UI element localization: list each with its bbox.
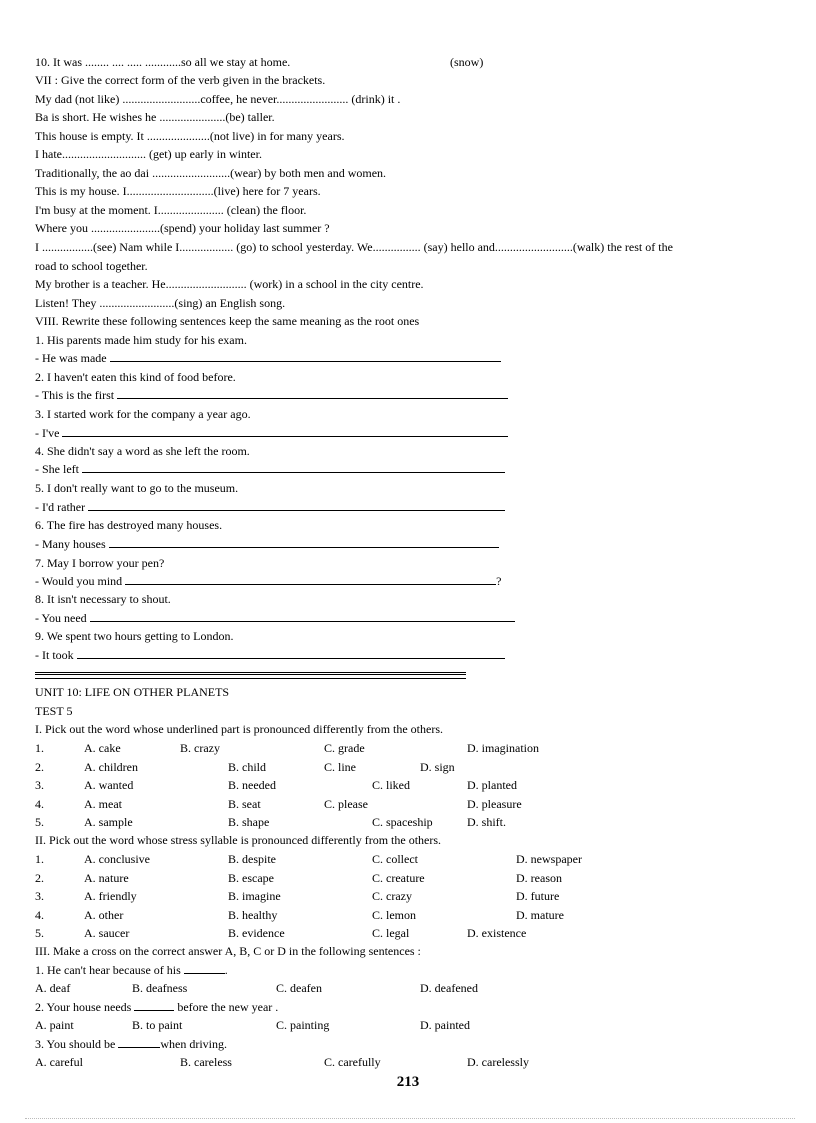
answer-blank[interactable] [62, 426, 508, 437]
rewrite-answer-line: - He was made [35, 351, 501, 365]
rewrite-answer-line: - She left [35, 462, 505, 476]
option-b[interactable]: B. deafness [132, 981, 188, 995]
answer-blank[interactable] [82, 462, 505, 473]
option-c[interactable]: C. painting [276, 1018, 330, 1032]
option-b[interactable]: B. to paint [132, 1018, 183, 1032]
vii-line: I .................(see) Nam while I.................. (go) to school yesterday. We................ (say) hello and..........................(walk) the rest of the [35, 240, 673, 254]
option-c[interactable]: C. crazy [372, 889, 412, 903]
vii-line: This is my house. I.............................(live) here for 7 years. [35, 184, 321, 198]
answer-blank[interactable] [88, 500, 505, 511]
answer-blank[interactable] [125, 574, 496, 585]
exercise-10-hint: (snow) [450, 55, 484, 69]
option-c[interactable]: C. spaceship [372, 815, 433, 829]
option-d[interactable]: D. shift. [467, 815, 506, 829]
option-a[interactable]: A. wanted [84, 778, 134, 792]
option-c[interactable]: C. legal [372, 926, 410, 940]
option-c[interactable]: C. deafen [276, 981, 322, 995]
rewrite-answer-line: - Would you mind ? [35, 574, 502, 588]
vii-line: Listen! They .........................(sing) an English song. [35, 296, 286, 310]
part-2-heading: II. Pick out the word whose stress syllable is pronounced differently from the others. [35, 833, 442, 847]
rewrite-question: 2. I haven't eaten this kind of food before. [35, 370, 236, 384]
rewrite-question: 5. I don't really want to go to the museum. [35, 481, 239, 495]
option-a[interactable]: A. deaf [35, 981, 71, 995]
rewrite-question: 1. His parents made him study for his exam. [35, 333, 247, 347]
vii-line: Where you .......................(spend) your holiday last summer ? [35, 221, 330, 235]
option-c[interactable]: C. creature [372, 871, 425, 885]
option-c[interactable]: C. please [324, 797, 368, 811]
option-b[interactable]: B. needed [228, 778, 276, 792]
mc-question: 1. He can't hear because of his . [35, 963, 228, 977]
question-number: 3. [35, 778, 44, 792]
option-b[interactable]: B. healthy [228, 908, 278, 922]
option-d[interactable]: D. sign [420, 760, 455, 774]
option-a[interactable]: A. paint [35, 1018, 74, 1032]
rewrite-question: 4. She didn't say a word as she left the room. [35, 444, 250, 458]
rewrite-question: 7. May I borrow your pen? [35, 556, 165, 570]
question-number: 3. [35, 889, 44, 903]
option-a[interactable]: A. children [84, 760, 138, 774]
option-c[interactable]: C. collect [372, 852, 418, 866]
exercise-10-text: 10. It was ........ .... ..... ............so all we stay at home. [35, 55, 291, 69]
page-number: 213 [396, 1074, 420, 1090]
question-number: 2. [35, 871, 44, 885]
option-c[interactable]: C. grade [324, 741, 365, 755]
option-a[interactable]: A. careful [35, 1055, 83, 1069]
option-a[interactable]: A. meat [84, 797, 122, 811]
option-c[interactable]: C. lemon [372, 908, 416, 922]
rewrite-question: 8. It isn't necessary to shout. [35, 592, 171, 606]
vii-line: I hate............................ (get) up early in winter. [35, 147, 262, 161]
option-b[interactable]: B. shape [228, 815, 270, 829]
part-3-heading: III. Make a cross on the correct answer A, B, C or D in the following sentences : [35, 944, 421, 958]
vii-line: I'm busy at the moment. I...................... (clean) the floor. [35, 203, 307, 217]
option-d[interactable]: D. carelessly [467, 1055, 529, 1069]
answer-blank[interactable] [109, 537, 499, 548]
vii-line: My brother is a teacher. He........................... (work) in a school in the city centre. [35, 277, 424, 291]
option-b[interactable]: B. despite [228, 852, 276, 866]
option-b[interactable]: B. evidence [228, 926, 285, 940]
rewrite-answer-line: - This is the first [35, 388, 508, 402]
option-b[interactable]: B. crazy [180, 741, 220, 755]
question-number: 4. [35, 908, 44, 922]
vii-line: This house is empty. It .....................(not live) in for many years. [35, 129, 345, 143]
option-a[interactable]: A. saucer [84, 926, 130, 940]
question-blank [184, 963, 225, 974]
vii-line: Ba is short. He wishes he ......................(be) taller. [35, 110, 275, 124]
vii-line: My dad (not like) ..........................coffee, he never........................ (drink) it . [35, 92, 401, 106]
rewrite-answer-line: - I'd rather [35, 500, 505, 514]
option-a[interactable]: A. friendly [84, 889, 137, 903]
test-title: TEST 5 [35, 704, 73, 718]
unit-title: UNIT 10: LIFE ON OTHER PLANETS [35, 685, 230, 699]
question-blank [134, 1000, 174, 1011]
vii-line: road to school together. [35, 259, 148, 273]
option-d[interactable]: D. planted [467, 778, 517, 792]
rewrite-answer-line: - It took [35, 648, 505, 662]
option-d[interactable]: D. painted [420, 1018, 470, 1032]
exercise-10-line [35, 55, 290, 69]
option-b[interactable]: B. seat [228, 797, 261, 811]
option-a[interactable]: A. sample [84, 815, 133, 829]
option-c[interactable]: C. carefully [324, 1055, 381, 1069]
option-d[interactable]: D. reason [516, 871, 562, 885]
answer-blank[interactable] [117, 388, 508, 399]
option-b[interactable]: B. child [228, 760, 266, 774]
question-number: 1. [35, 852, 44, 866]
mc-question: 2. Your house needs before the new year . [35, 1000, 279, 1014]
option-d[interactable]: D. future [516, 889, 560, 903]
answer-blank[interactable] [110, 351, 501, 362]
option-a[interactable]: A. cake [84, 741, 121, 755]
question-number: 1. [35, 741, 44, 755]
question-number: 2. [35, 760, 44, 774]
part-1-heading: I. Pick out the word whose underlined part is pronounced differently from the others. [35, 722, 444, 736]
option-d[interactable]: D. mature [516, 908, 564, 922]
rewrite-question: 3. I started work for the company a year ago. [35, 407, 251, 421]
option-d[interactable]: D. imagination [467, 741, 539, 755]
section-vii-heading: VII : Give the correct form of the verb given in the brackets. [35, 73, 326, 87]
rewrite-answer-line: - Many houses [35, 537, 499, 551]
rewrite-question: 6. The fire has destroyed many houses. [35, 518, 223, 532]
option-a[interactable]: A. other [84, 908, 124, 922]
option-d[interactable]: D. pleasure [467, 797, 522, 811]
option-b[interactable]: B. imagine [228, 889, 281, 903]
section-viii-heading: VIII. Rewrite these following sentences keep the same meaning as the root ones [35, 314, 420, 328]
option-b[interactable]: B. escape [228, 871, 274, 885]
question-number: 4. [35, 797, 44, 811]
vii-line: Traditionally, the ao dai ..........................(wear) by both men and women. [35, 166, 387, 180]
option-c[interactable]: C. liked [372, 778, 410, 792]
option-c[interactable]: C. line [324, 760, 356, 774]
section-separator [35, 672, 466, 679]
mc-question: 3. You should be when driving. [35, 1037, 228, 1051]
question-number: 5. [35, 815, 44, 829]
rewrite-answer-line: - You need [35, 611, 515, 625]
option-d[interactable]: D. existence [467, 926, 527, 940]
question-blank [118, 1037, 160, 1048]
rewrite-answer-line: - I've [35, 426, 508, 440]
question-number: 5. [35, 926, 44, 940]
option-b[interactable]: B. careless [180, 1055, 232, 1069]
option-a[interactable]: A. nature [84, 871, 129, 885]
option-d[interactable]: D. newspaper [516, 852, 582, 866]
answer-blank[interactable] [77, 648, 505, 659]
answer-blank[interactable] [90, 611, 515, 622]
option-a[interactable]: A. conclusive [84, 852, 150, 866]
page-bottom-rule [25, 1118, 795, 1119]
option-d[interactable]: D. deafened [420, 981, 478, 995]
rewrite-question: 9. We spent two hours getting to London. [35, 629, 234, 643]
